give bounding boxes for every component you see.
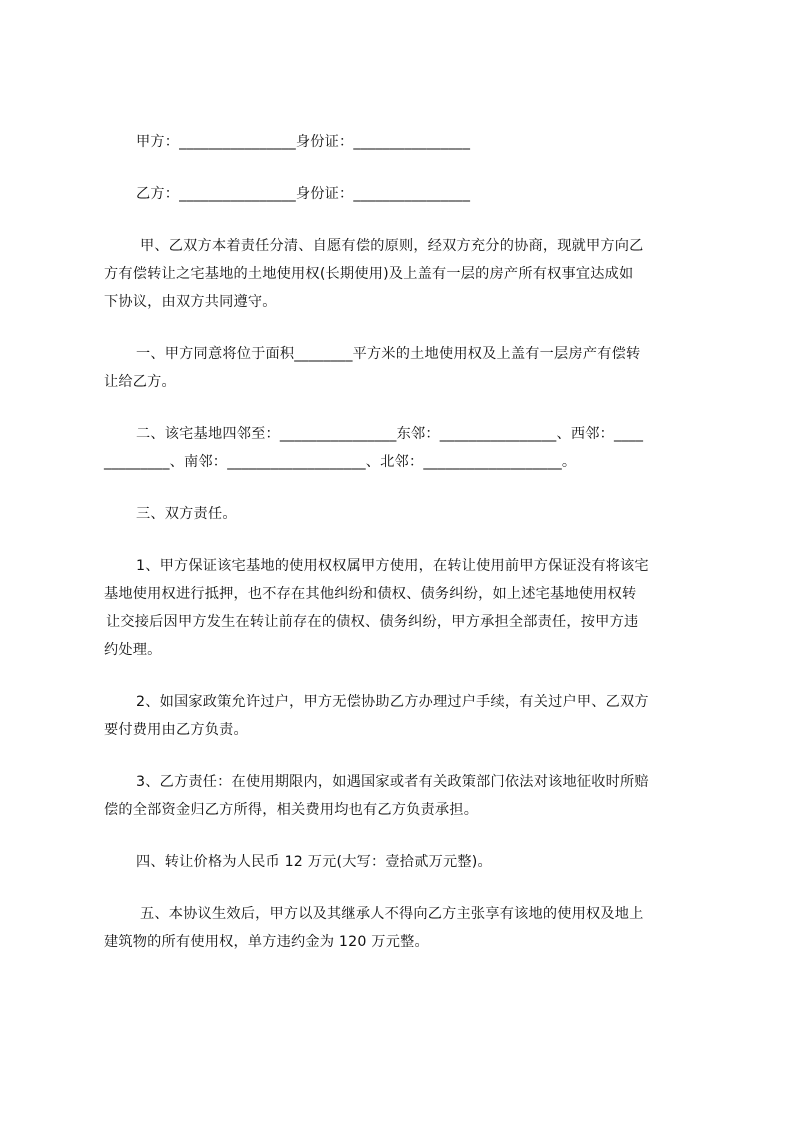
preamble-line-3: 下协议，由双方共同遵守。 [104,294,277,310]
clause-4-line: 四、转让价格为人民币 12 万元(大写：壹拾贰万元整)。 [136,854,492,870]
clause-1-line-2: 让给乙方。 [104,374,176,390]
party-b-line: 乙方：________________身份证：________________ [136,186,471,202]
preamble-line-1: 甲、乙双方本着责任分清、自愿有偿的原则，经双方充分的协商，现就甲方向乙 [140,238,644,254]
clause-3-1-line-2: 基地使用权进行抵押，也不存在其他纠纷和债权、债务纠纷，如上述宅基地使用权转 [104,586,637,602]
clause-2-line-2: _________、南邻：___________________、北邻：___________________。 [104,454,577,470]
clause-3-heading: 三、双方责任。 [136,506,237,522]
clause-3-1-line-3: 让交接后因甲方发生在转让前存在的债权、债务纠纷，甲方承担全部责任，按甲方违 [106,614,639,630]
clause-1-line-1: 一、甲方同意将位于面积________平方米的土地使用权及上盖有一层房产有偿转 [136,346,641,362]
party-a-line: 甲方：________________身份证：________________ [136,134,471,150]
clause-3-3-line-2: 偿的全部资金归乙方所得，相关费用均也有乙方负责承担。 [104,802,479,818]
clause-3-2-line-2: 要付费用由乙方负责。 [104,722,248,738]
clause-5-line-2: 建筑物的所有使用权，单方违约金为 120 万元整。 [104,934,429,950]
clause-5-line-1: 五、本协议生效后，甲方以及其继承人不得向乙方主张享有该地的使用权及地上 [140,906,644,922]
preamble-line-2: 方有偿转让之宅基地的土地使用权(长期使用)及上盖有一层的房产所有权事宜达成如 [104,266,634,282]
clause-3-3-line-1: 3、乙方责任：在使用期限内，如遇国家或者有关政策部门依法对该地征收时所赔 [136,774,649,790]
clause-3-1-line-4: 约处理。 [104,642,162,658]
clause-2-line-1: 二、该宅基地四邻至：________________东邻：________________、西邻：____ [136,426,644,442]
clause-3-2-line-1: 2、如国家政策允许过户，甲方无偿协助乙方办理过户手续，有关过户甲、乙双方 [136,694,649,710]
clause-3-1-line-1: 1、甲方保证该宅基地的使用权权属甲方使用，在转让使用前甲方保证没有将该宅 [136,558,649,574]
